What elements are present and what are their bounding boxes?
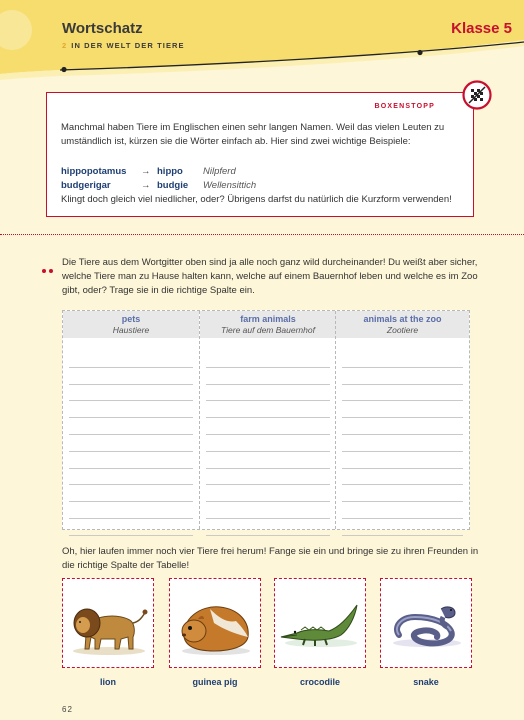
animal-label-lion: lion — [100, 677, 116, 687]
boxenstopp-badge-icon — [462, 80, 492, 110]
example-german-word: Nilpferd — [203, 166, 236, 177]
chapter-number: 2 — [62, 41, 68, 50]
column-title-de: Tiere auf dem Bauernhof — [221, 325, 315, 335]
guinea-pig-illustration-icon — [170, 579, 259, 666]
lion-illustration-icon — [63, 579, 152, 666]
column-title-de: Haustiere — [112, 325, 150, 335]
sorting-table — [62, 310, 470, 530]
header-band — [0, 0, 524, 100]
boxenstopp-outro: Klingt doch gleich viel niedlicher, oder? Übrigens darfst du natürlich die Kurzform verwenden! — [61, 194, 452, 205]
crocodile-illustration-icon — [275, 579, 364, 666]
animal-card-snake — [380, 578, 472, 668]
column-title-en: farm animals — [240, 314, 296, 324]
column-farm-animals — [199, 311, 336, 529]
writing-lines[interactable] — [342, 351, 463, 536]
column-header — [63, 311, 199, 338]
example-long-word: hippopotamus — [61, 166, 127, 177]
animal-label-crocodile: crocodile — [299, 677, 340, 687]
example-short-word: budgie — [157, 180, 189, 191]
column-title-de: Zootiere — [386, 325, 419, 335]
animal-label-guinea-pig: guinea pig — [192, 677, 238, 687]
example-long-word: budgerigar — [61, 180, 111, 191]
boxenstopp-label: BOXENSTOPP — [374, 103, 435, 110]
animal-card-crocodile — [274, 578, 366, 668]
column-title-en: animals at the zoo — [363, 314, 442, 324]
page-title: Wortschatz — [62, 20, 143, 37]
arrow-icon: → — [141, 166, 151, 177]
column-zoo-animals — [335, 311, 469, 529]
page-number: 62 — [62, 705, 73, 714]
column-header — [200, 311, 336, 338]
writing-lines[interactable] — [69, 351, 193, 536]
example-german-word: Wellensittich — [203, 180, 257, 191]
example-short-word: hippo — [157, 166, 183, 177]
task-difficulty-dots — [42, 260, 56, 278]
boxenstopp-box — [46, 92, 474, 217]
task2-instructions: Oh, hier laufen immer noch vier Tiere frei herum! Fange sie ein und bringe sie zu ihren Freunden in die richtige Spalte der Tabelle! — [62, 546, 479, 571]
chapter-subtitle — [62, 41, 185, 50]
section-divider — [0, 234, 524, 235]
snake-illustration-icon — [381, 579, 470, 666]
chapter-title: IN DER WELT DER TIERE — [71, 41, 185, 50]
animal-card-guinea-pig — [169, 578, 261, 668]
animal-card-lion — [62, 578, 154, 668]
boxenstopp-intro: Manchmal haben Tiere im Englischen einen sehr langen Namen. Weil das vielen Leuten zu umständlich ist, kürzen sie die Wörter einfach ab. Hier sind zwei wichtige Beispiele: — [61, 122, 445, 147]
grade-label: Klasse 5 — [451, 20, 512, 37]
task1-instructions: Die Tiere aus dem Wortgitter oben sind ja alle noch ganz wild durcheinander! Du weißt aber sicher, welche Tiere man zu Hause halten kann, welche auf einem Bauernhof leben und welche es im Zoo gibt, oder? Trage sie in die richtige Spalte ein. — [62, 257, 478, 296]
writing-lines[interactable] — [206, 351, 330, 536]
animal-label-snake: snake — [413, 677, 439, 687]
arrow-icon: → — [141, 180, 151, 191]
column-title-en: pets — [121, 314, 141, 324]
column-pets — [63, 311, 199, 529]
column-header — [336, 311, 469, 338]
